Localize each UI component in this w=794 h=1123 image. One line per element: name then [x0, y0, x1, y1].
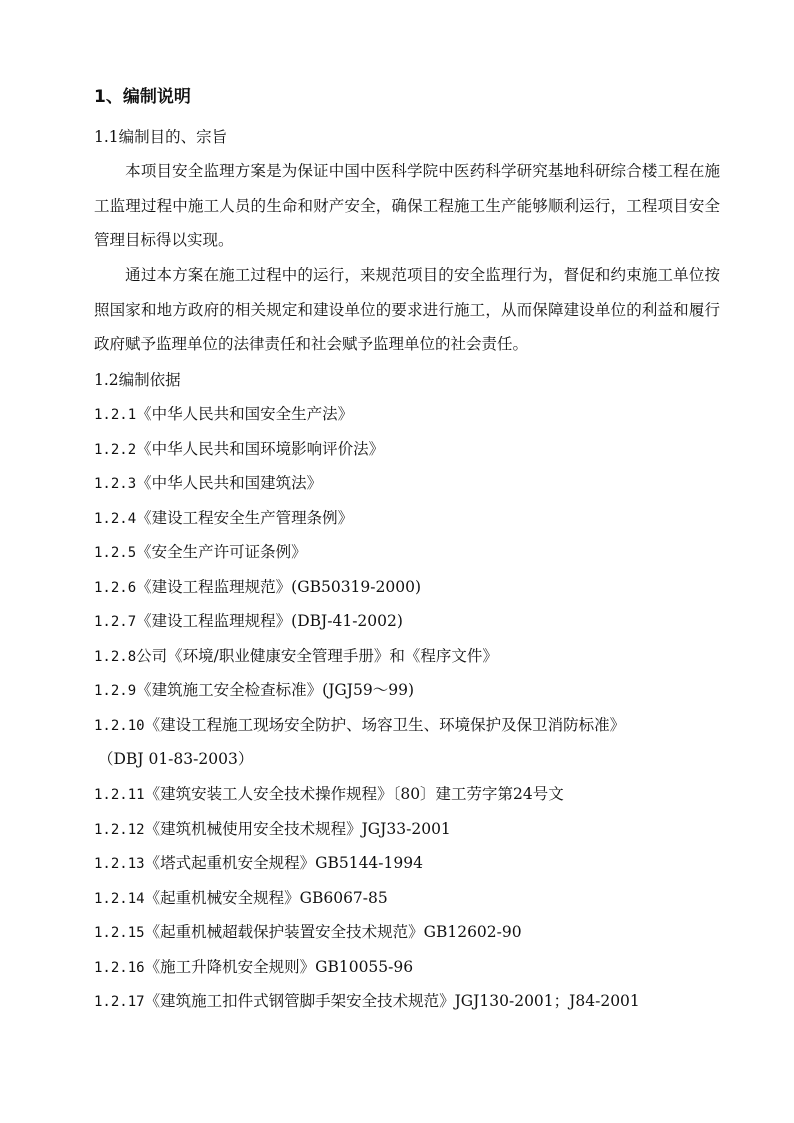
reference-item-title: 《建筑施工扣件式钢管脚手架安全技术规范》JGJ130-2001；J84-2001: [144, 992, 640, 1010]
reference-item-title: 《中华人民共和国环境影响评价法》: [136, 440, 385, 458]
reference-item: [94, 957, 413, 978]
reference-item-title: 《中华人民共和国安全生产法》: [136, 405, 354, 423]
reference-item-number: 1.2.3: [94, 476, 137, 492]
reference-item-number: 1.2.14: [94, 891, 145, 907]
reference-item: [94, 991, 640, 1012]
reference-item-number: 1.2.6: [94, 580, 137, 596]
reference-item-number: 1.2.13: [94, 856, 145, 872]
reference-item: [94, 888, 388, 909]
paragraph-operation-text: 通过本方案在施工过程中的运行，来规范项目的安全监理行为，督促和约束施工单位按照国家和地方政府的相关规定和建设单位的要求进行施工，从而保障建设单位的利益和履行政府赋予监理单位的法律责任和社会赋予监理单位的社会责任。: [94, 266, 720, 353]
reference-item: [94, 853, 423, 874]
reference-item-number: 1.2.12: [94, 822, 145, 838]
reference-item: [94, 715, 625, 736]
reference-item-number: 1.2.4: [94, 511, 137, 527]
reference-item: [94, 646, 498, 667]
reference-item-number: 1.2.5: [94, 545, 137, 561]
reference-item-number: 1.2.10: [94, 718, 145, 734]
reference-item-title: 《建筑施工安全检查标准》(JGJ59～99): [136, 681, 415, 699]
reference-item: [98, 749, 253, 769]
subsection-title-1-2: 1.2编制依据: [94, 371, 181, 389]
paragraph-purpose: [94, 154, 720, 258]
reference-item: [94, 439, 384, 460]
subsection-title-1-1: 1.1编制目的、宗旨: [94, 128, 228, 146]
reference-item-title: 《安全生产许可证条例》: [136, 543, 307, 561]
reference-item-title: 《建筑安装工人安全技术操作规程》〔80〕建工劳字第24号文: [144, 785, 564, 803]
reference-item-number: 1.2.16: [94, 960, 145, 976]
reference-item-number: 1.2.9: [94, 683, 137, 699]
reference-item-title: 公司《环境/职业健康安全管理手册》和《程序文件》: [136, 647, 498, 665]
reference-item-title: 《建设工程安全生产管理条例》: [136, 509, 354, 527]
reference-item-title: 《建设工程施工现场安全防护、场容卫生、环境保护及保卫消防标准》: [144, 716, 626, 734]
reference-item: [94, 404, 353, 425]
reference-item-number: 1.2.17: [94, 994, 145, 1010]
reference-item: [94, 819, 451, 840]
reference-item-title: 《建设工程监理规范》(GB50319-2000): [136, 578, 422, 596]
reference-item-title: 《建设工程监理规程》(DBJ-41-2002): [136, 612, 403, 630]
reference-item-number: 1.2.8: [94, 649, 137, 665]
reference-item-title: 《塔式起重机安全规程》GB5144-1994: [144, 854, 423, 872]
reference-item: [94, 680, 414, 701]
reference-item-title: 《建筑机械使用安全技术规程》JGJ33-2001: [144, 820, 451, 838]
reference-item: [94, 542, 307, 563]
reference-item-number: 1.2.15: [94, 925, 145, 941]
reference-item: [94, 784, 564, 805]
section-heading: 1、编制说明: [94, 87, 191, 107]
reference-item-number: 1.2.2: [94, 442, 137, 458]
reference-item-title: 《中华人民共和国建筑法》: [136, 474, 323, 492]
reference-item-number: 1.2.7: [94, 614, 137, 630]
reference-item: [94, 508, 353, 529]
reference-item-number: 1.2.11: [94, 787, 145, 803]
paragraph-purpose-text: 本项目安全监理方案是为保证中国中医科学院中医药科学研究基地科研综合楼工程在施工监理过程中施工人员的生命和财产安全，确保工程施工生产能够顺利运行，工程项目安全管理目标得以实现。: [94, 162, 720, 249]
reference-item-title: 《施工升降机安全规则》GB10055-96: [144, 958, 414, 976]
reference-item: [94, 922, 522, 943]
reference-item-title: 《起重机械安全规程》GB6067-85: [144, 889, 388, 907]
reference-item: [94, 473, 322, 494]
reference-item: [94, 577, 421, 598]
reference-item-title: 《起重机械超载保护装置安全技术规范》GB12602-90: [144, 923, 522, 941]
reference-item-number: 1.2.1: [94, 407, 137, 423]
paragraph-operation: [94, 258, 720, 362]
reference-item: [94, 611, 403, 632]
reference-item-title: （DBJ 01-83-2003）: [98, 750, 254, 768]
